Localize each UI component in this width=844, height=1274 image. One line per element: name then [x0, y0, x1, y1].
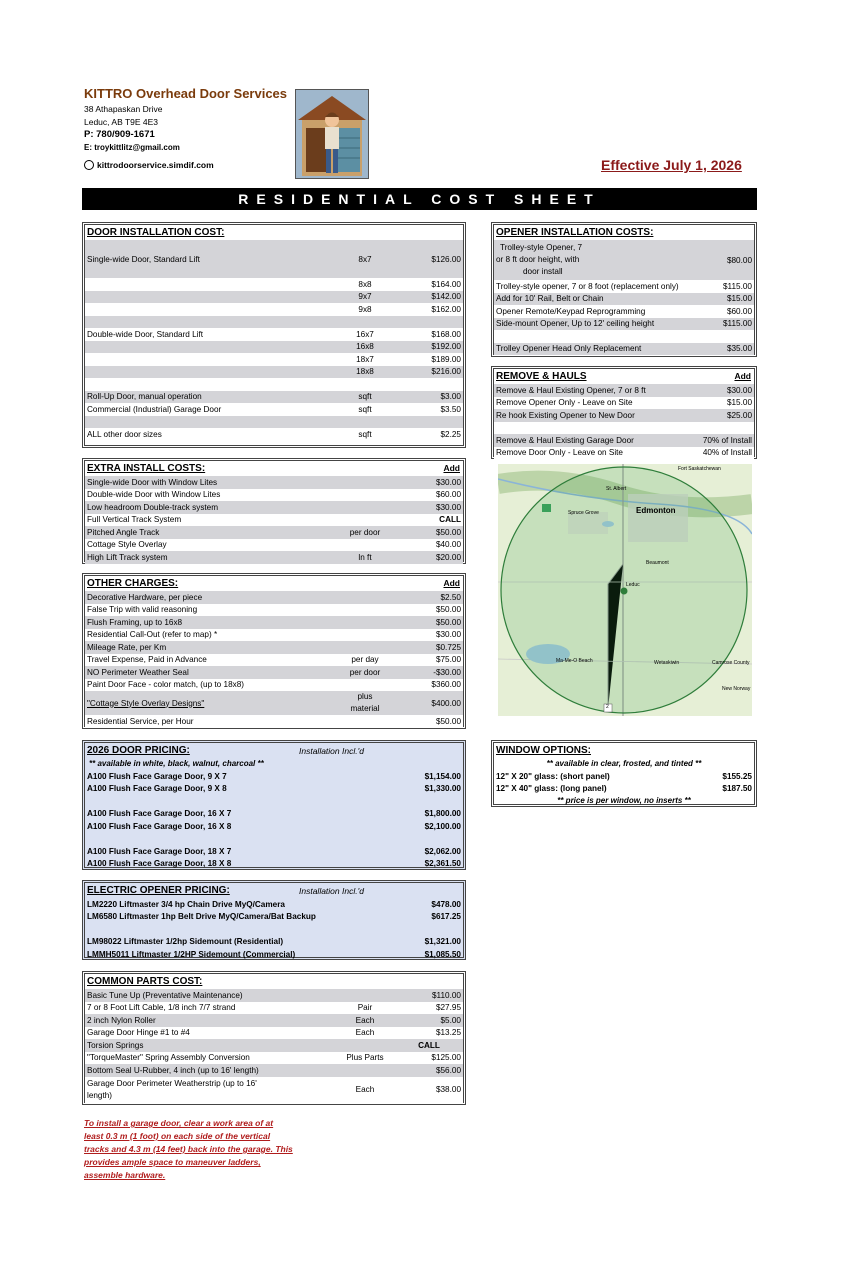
table-row: ALL other door sizes sqft $2.25: [87, 429, 461, 439]
map-label-st-albert: St. Albert: [606, 486, 627, 492]
table-row: LM6580 Liftmaster 1hp Belt Drive MyQ/Camera/Bat Backup $617.25: [87, 912, 461, 922]
map-label-camrose: Camrose County: [712, 660, 750, 666]
common-parts-section: [82, 971, 466, 1105]
table-row: 7 or 8 Foot Lift Cable, 1/8 inch 7/7 strand Pair $27.95: [87, 1003, 461, 1013]
table-row: 9x7 $142.00: [85, 291, 463, 304]
window-options-table: [494, 770, 754, 795]
table-row: Trolley Opener Head Only Replacement $35.00: [496, 344, 752, 354]
window-options-title: WINDOW OPTIONS:: [496, 745, 591, 756]
electric-opener-title: ELECTRIC OPENER PRICING: Installation Incl.'d: [87, 885, 364, 896]
table-row: [85, 923, 463, 936]
table-row: False Trip with valid reasoning $50.00: [87, 605, 461, 615]
table-row: [494, 330, 754, 343]
email[interactable]: E: troykittlitz@gmail.com: [84, 143, 180, 152]
table-row: A100 Flush Face Garage Door, 16 X 7 $1,800.00: [87, 809, 461, 819]
table-row: "TorqueMaster" Spring Assembly Conversion Plus Parts $125.00: [87, 1053, 461, 1063]
table-row: Remove Door Only - Leave on Site 40% of Install: [496, 448, 752, 458]
electric-opener-table: [85, 898, 463, 961]
table-row: Remove Opener Only - Leave on Site $15.00: [496, 398, 752, 408]
website-text: kittrodoorservice.simdif.com: [97, 160, 214, 170]
table-row: A100 Flush Face Garage Door, 9 X 8 $1,330.00: [87, 784, 461, 794]
table-row: Torsion Springs CALL: [85, 1039, 463, 1052]
door-installation-section: [82, 222, 466, 448]
table-row: Trolley-style Opener, 7 or 8 ft door height, with door install $80.00: [494, 240, 754, 280]
company-logo: [295, 89, 369, 179]
window-options-section: [491, 740, 757, 807]
table-row: Low headroom Double-track system $30.00: [87, 502, 461, 512]
table-row: 9x8 $162.00: [85, 303, 463, 316]
opener-installation-table: [494, 240, 754, 355]
table-row: Bottom Seal U-Rubber, 4 inch (up to 16' length) $56.00: [87, 1065, 461, 1075]
table-row: "Cottage Style Overlay Designs" plus material $400.00: [87, 692, 461, 713]
extra-install-table: [85, 476, 463, 564]
table-row: Flush Framing, up to 16x8 $50.00: [87, 617, 461, 627]
remove-hauls-title: REMOVE & HAULS Add: [496, 371, 751, 382]
table-row: 2 inch Nylon Roller Each $5.00: [87, 1015, 461, 1025]
map-label-new-norway: New Norway: [722, 686, 751, 692]
map-highway-shield: 2: [606, 704, 609, 710]
table-row: [85, 316, 463, 329]
table-row: [494, 422, 754, 435]
other-charges-title: OTHER CHARGES: Add: [87, 578, 460, 589]
table-row: Double-wide Door, Standard Lift 16x7 $168.00: [87, 329, 461, 339]
table-row: Basic Tune Up (Preventative Maintenance) $110.00: [87, 990, 461, 1000]
table-row: A100 Flush Face Garage Door, 16 X 8 $2,100.00: [87, 821, 461, 831]
table-row: Travel Expense, Paid in Advance per day $75.00: [87, 655, 461, 665]
window-options-footer: ** price is per window, no inserts **: [557, 796, 691, 805]
cottage-overlay-link[interactable]: "Cottage Style Overlay Designs": [85, 691, 335, 715]
map-label-spruce-grove: Spruce Grove: [568, 510, 599, 516]
table-row: Add for 10' Rail, Belt or Chain $15.00: [496, 294, 752, 304]
table-row: [85, 378, 463, 391]
table-row: Pitched Angle Track per door $50.00: [87, 527, 461, 537]
electric-opener-section: [82, 880, 466, 960]
door-installation-title: DOOR INSTALLATION COST:: [87, 227, 225, 238]
map-label-wetaskiwin: Wetaskiwin: [654, 660, 680, 666]
remove-hauls-table: [494, 384, 754, 459]
door-installation-table: [85, 240, 463, 441]
map-label-ma-me-o: Ma-Me-O Beach: [556, 658, 593, 664]
common-parts-title: COMMON PARTS COST:: [87, 976, 203, 987]
table-row: Trolley-style opener, 7 or 8 foot (replacement only) $115.00: [496, 281, 752, 291]
other-charges-table: [85, 591, 463, 728]
phone: P: 780/909-1671: [84, 129, 155, 140]
table-row: Garage Door Perimeter Weatherstrip (up to 16' length) Each $38.00: [85, 1077, 463, 1103]
table-row: High Lift Track system ln ft $20.00: [87, 552, 461, 562]
table-row: Full Vertical Track System CALL: [87, 515, 461, 525]
opener-installation-section: [491, 222, 757, 357]
table-row: Single-wide Door with Window Lites $30.00: [87, 477, 461, 487]
map-label-fort-sask: Fort Saskatchewan: [678, 466, 721, 472]
table-row: Cottage Style Overlay $40.00: [87, 540, 461, 550]
extra-install-section: [82, 458, 466, 564]
website[interactable]: [84, 160, 214, 170]
table-row: Double-wide Door with Window Lites $60.00: [87, 490, 461, 500]
table-row: [85, 795, 463, 808]
table-row: Commercial (Industrial) Garage Door sqft $3.50: [87, 404, 461, 414]
map-label-beaumont: Beaumont: [646, 560, 669, 566]
door-pricing-title: 2026 DOOR PRICING: Installation Incl.'d: [87, 745, 364, 756]
table-row: NO Perimeter Weather Seal per door -$30.00: [87, 667, 461, 677]
table-row: Opener Remote/Keypad Reprogramming $60.00: [496, 306, 752, 316]
clearance-footnote: To install a garage door, clear a work area of at least 0.3 m (1 foot) on each side of the vertical tracks and 4.3 m (14 feet) back into the garage. This provides ample space to maneuver ladders, assemble hardware.: [84, 1118, 293, 1180]
table-row: 12" X 20" glass: (short panel) $155.25: [496, 771, 752, 781]
page-banner: RESIDENTIAL COST SHEET: [82, 188, 757, 210]
service-area-map[interactable]: [498, 464, 752, 716]
table-row: Residential Call-Out (refer to map) * $30.00: [87, 630, 461, 640]
table-row: LM2220 Liftmaster 3/4 hp Chain Drive MyQ/Camera $478.00: [87, 899, 461, 909]
table-row: Single-wide Door, Standard Lift 8x7 $126.00: [85, 240, 463, 278]
table-row: Side-mount Opener, Up to 12' ceiling height $115.00: [496, 319, 752, 329]
table-row: 16x8 $192.00: [85, 341, 463, 354]
address-line-1: 38 Athapaskan Drive: [84, 104, 163, 114]
table-row: 18x8 $216.00: [85, 366, 463, 379]
table-row: Remove & Haul Existing Garage Door 70% of Install: [496, 435, 752, 445]
map-label-leduc: Leduc: [626, 582, 640, 588]
map-label-edmonton: Edmonton: [636, 506, 676, 515]
other-charges-section: [82, 573, 466, 729]
address-line-2: Leduc, AB T9E 4E3: [84, 117, 159, 127]
table-row: Garage Door Hinge #1 to #4 Each $13.25: [87, 1028, 461, 1038]
table-row: Paint Door Face - color match, (up to 18x8) $360.00: [87, 680, 461, 690]
table-row: Decorative Hardware, per piece $2.50: [87, 592, 461, 602]
table-row: Residential Service, per Hour $50.00: [87, 716, 461, 726]
globe-icon: [84, 160, 94, 170]
table-row: LMMH5011 Liftmaster 1/2HP Sidemount (Commercial) $1,085.50: [87, 949, 461, 959]
common-parts-table: [85, 989, 463, 1103]
table-row: Mileage Rate, per Km $0.725: [87, 642, 461, 652]
table-row: A100 Flush Face Garage Door, 18 X 8 $2,361.50: [87, 859, 461, 869]
table-row: Re hook Existing Opener to New Door $25.00: [496, 410, 752, 420]
extra-install-title: EXTRA INSTALL COSTS: Add: [87, 463, 460, 474]
table-row: Remove & Haul Existing Opener, 7 or 8 ft $30.00: [496, 385, 752, 395]
table-row: A100 Flush Face Garage Door, 18 X 7 $2,062.00: [87, 846, 461, 856]
table-row: 18x7 $189.00: [85, 353, 463, 366]
table-row: LM98022 Liftmaster 1/2hp Sidemount (Residential) $1,321.00: [87, 937, 461, 947]
effective-date: Effective July 1, 2026: [601, 157, 742, 173]
door-pricing-section: [82, 740, 466, 870]
company-name: KITTRO Overhead Door Services: [84, 86, 288, 101]
remove-hauls-section: [491, 366, 757, 459]
table-row: [85, 833, 463, 846]
opener-installation-title: OPENER INSTALLATION COSTS:: [496, 227, 654, 238]
door-pricing-subtitle: ** available in white, black, walnut, charcoal **: [89, 759, 264, 768]
table-row: Roll-Up Door, manual operation sqft $3.00: [87, 392, 461, 402]
table-row: A100 Flush Face Garage Door, 9 X 7 $1,154.00: [87, 771, 461, 781]
table-row: 8x8 $164.00: [85, 278, 463, 291]
table-row: 12" X 40" glass: (long panel) $187.50: [496, 784, 752, 794]
window-options-subtitle: ** available in clear, frosted, and tinted **: [546, 759, 702, 768]
door-pricing-table: [85, 770, 463, 870]
table-row: [85, 416, 463, 429]
